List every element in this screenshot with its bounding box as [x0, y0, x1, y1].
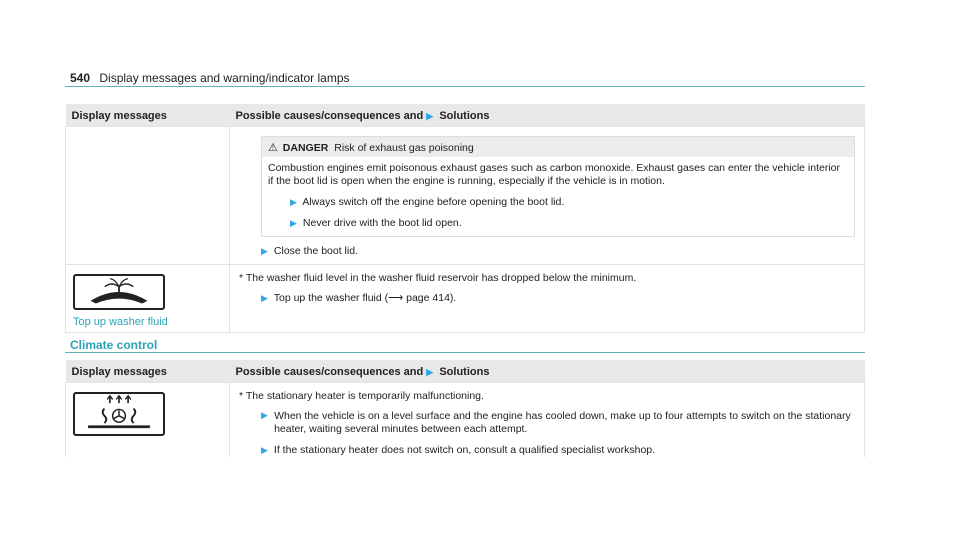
- section-title: Climate control: [70, 338, 158, 352]
- table-header-row: [66, 104, 865, 127]
- solution-step: [231, 402, 863, 436]
- cause-cell: [230, 265, 865, 333]
- col-causes-solutions: [230, 104, 865, 127]
- arrow-icon: ▶: [261, 445, 268, 455]
- page-reference-link[interactable]: page 414).: [406, 292, 457, 304]
- page-title: Display messages and warning/indicator lamps: [99, 71, 350, 85]
- message-label: Top up washer fluid: [73, 316, 168, 328]
- col-display-messages: Display messages: [66, 360, 230, 383]
- danger-label: DANGER: [282, 142, 329, 154]
- solution-text: When the vehicle is on a level surface and the engine has cooled down, make up to four attempts to switch on the stationary heater, waiting several minutes between each attempt.: [274, 410, 851, 435]
- solution-text: Top up the washer fluid (: [273, 292, 389, 304]
- arrow-icon: ▶: [261, 246, 268, 256]
- washer-fluid-icon: [73, 274, 165, 310]
- col-solutions-label: Solutions: [439, 110, 490, 122]
- empty-cell: [66, 127, 230, 265]
- cause-cell: [230, 127, 865, 265]
- message-cell: [66, 383, 230, 458]
- table-header-row: [66, 360, 865, 383]
- solution-step: [231, 243, 863, 263]
- step-text: Never drive with the boot lid open.: [302, 217, 462, 229]
- arrow-icon: ▶: [261, 410, 268, 420]
- solution-text: If the stationary heater does not switch on, consult a qualified specialist workshop.: [273, 444, 656, 456]
- col-display-messages: Display messages: [66, 104, 230, 127]
- page-link-arrow-icon: ⟶: [388, 292, 404, 304]
- cause-cell: [230, 383, 865, 458]
- climate-control-table: [65, 360, 865, 457]
- stationary-heater-icon: [73, 392, 165, 436]
- danger-header: [262, 137, 854, 157]
- danger-text: Combustion engines emit poisonous exhaust gases such as carbon monoxide. Exhaust gases can enter the vehicle interior if the boot lid is open when the engine is running, especially if the vehicle is in motion.: [268, 162, 840, 187]
- step-text: Always switch off the engine before opening the boot lid.: [302, 196, 565, 208]
- arrow-icon: ▶: [426, 367, 434, 377]
- page-header: [70, 71, 350, 85]
- solution-text: Close the boot lid.: [273, 245, 358, 257]
- page-number: 540: [70, 71, 91, 85]
- section-rule: [65, 352, 865, 353]
- warning-triangle-icon: ⚠: [268, 142, 278, 154]
- col-causes-solutions: [230, 360, 865, 383]
- danger-body: [262, 157, 854, 236]
- table-row: [66, 383, 865, 458]
- header-rule: [65, 86, 865, 87]
- arrow-icon: ▶: [261, 293, 268, 303]
- danger-step-2: [268, 209, 848, 230]
- arrow-icon: ▶: [426, 111, 434, 121]
- solution-step: [231, 284, 863, 304]
- arrow-icon: ▶: [290, 197, 297, 207]
- col-causes-label: Possible causes/consequences and: [235, 110, 424, 122]
- display-messages-table: [65, 104, 865, 333]
- cause-text: * The stationary heater is temporarily malfunctioning.: [239, 390, 484, 402]
- table-row: [66, 127, 865, 265]
- danger-step-1: [268, 188, 848, 209]
- table-row: [66, 265, 865, 333]
- danger-title: Risk of exhaust gas poisoning: [334, 142, 474, 154]
- danger-box: [261, 136, 855, 237]
- message-cell: [66, 265, 230, 333]
- col-solutions-label: Solutions: [439, 366, 490, 378]
- cause-text: * The washer fluid level in the washer fluid reservoir has dropped below the minimum.: [239, 272, 637, 284]
- arrow-icon: ▶: [290, 218, 297, 228]
- col-causes-label: Possible causes/consequences and: [235, 366, 424, 378]
- solution-step: [231, 436, 863, 456]
